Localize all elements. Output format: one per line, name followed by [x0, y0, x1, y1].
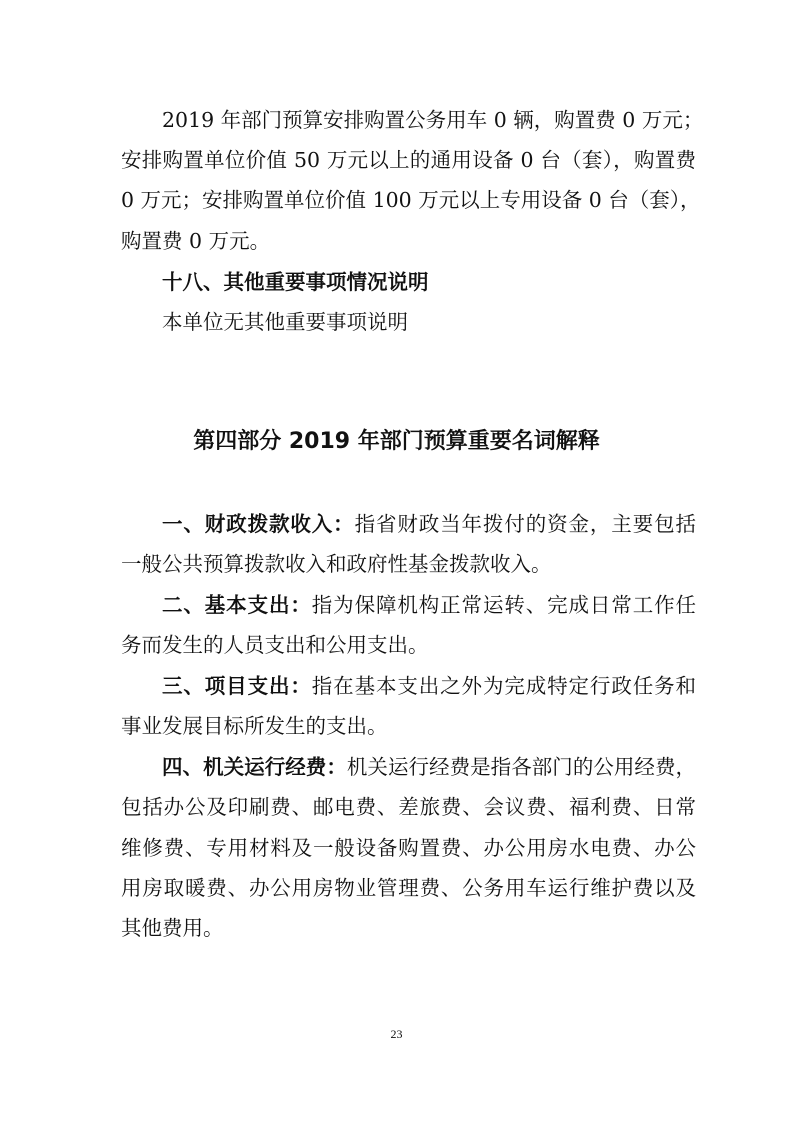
definition-4-line-1	[162, 752, 696, 782]
definition-2-text: 指为保障机构正常运转、完成日常工作任	[311, 593, 697, 617]
definition-4-line-5: 其他费用。	[121, 916, 224, 940]
definition-2-line-2: 务而发生的人员支出和公用支出。	[121, 633, 429, 657]
definition-2-term: 二、基本支出：	[162, 593, 312, 617]
part4-title: 第四部分 2019 年部门预算重要名词解释	[193, 429, 600, 454]
definition-4-term: 四、机关运行经费：	[162, 755, 347, 779]
section17-line-2: 安排购置单位价值 50 万元以上的通用设备 0 台（套），购置费	[121, 148, 696, 172]
section18-body: 本单位无其他重要事项说明	[162, 310, 408, 334]
definition-1-term: 一、财政拨款收入：	[162, 512, 355, 536]
definition-3-term: 三、项目支出：	[162, 674, 312, 698]
definition-3-line-1	[162, 671, 696, 701]
definition-3-line-2: 事业发展目标所发生的支出。	[121, 714, 388, 738]
definition-4-line-3: 维修费、专用材料及一般设备购置费、办公用房水电费、办公	[121, 836, 696, 860]
definition-4-line-4: 用房取暖费、办公用房物业管理费、公务用车运行维护费以及	[121, 876, 696, 900]
section18-heading: 十八、其他重要事项情况说明	[162, 270, 429, 294]
definition-4-text: 机关运行经费是指各部门的公用经费，	[346, 755, 697, 779]
page-number: 23	[390, 1027, 403, 1041]
section17-line-1: 2019 年部门预算安排购置公务用车 0 辆，购置费 0 万元；	[162, 108, 704, 132]
definition-4-line-2: 包括办公及印刷费、邮电费、差旅费、会议费、福利费、日常	[121, 795, 696, 819]
definition-1-line-1	[162, 509, 696, 539]
definition-1-line-2: 一般公共预算拨款收入和政府性基金拨款收入。	[121, 552, 552, 576]
section17-line-4: 购置费 0 万元。	[121, 229, 271, 253]
definition-1-text: 指省财政当年拨付的资金，主要包括	[354, 512, 696, 536]
definition-2-line-1	[162, 590, 696, 620]
section17-line-3: 0 万元；安排购置单位价值 100 万元以上专用设备 0 台（套），	[121, 188, 701, 212]
definition-3-text: 指在基本支出之外为完成特定行政任务和	[311, 674, 697, 698]
